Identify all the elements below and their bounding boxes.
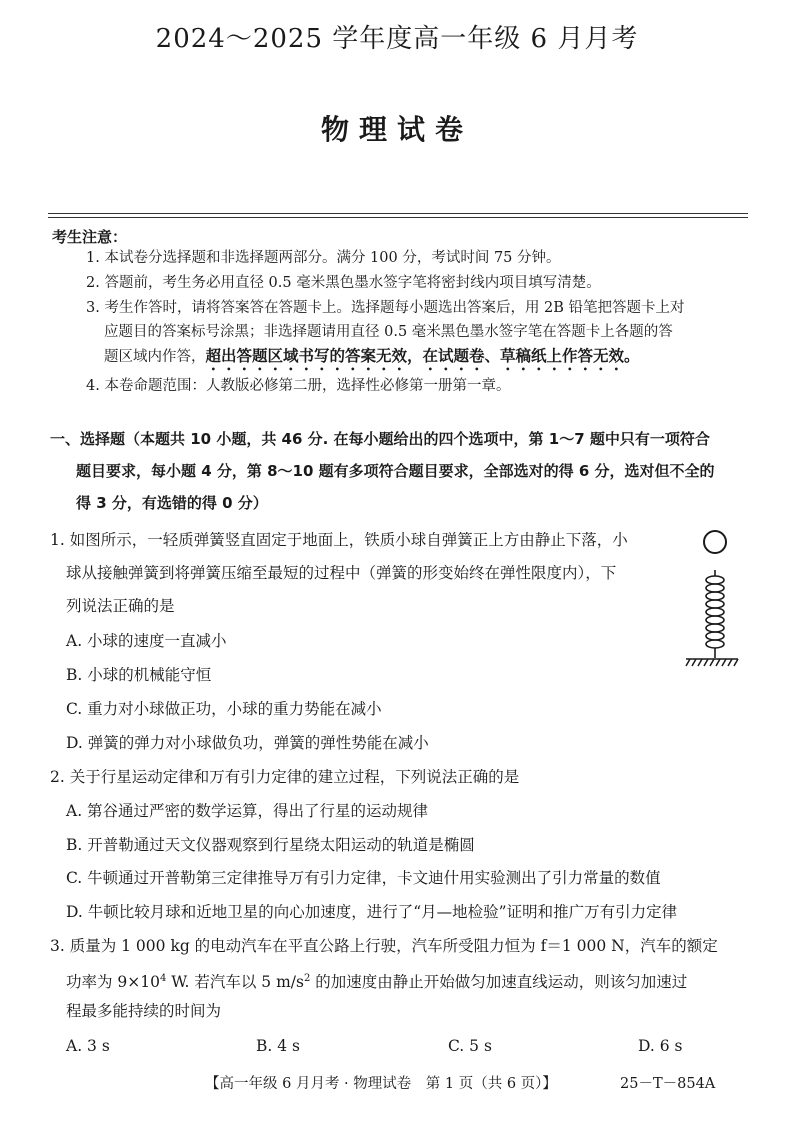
q1-option-c: C. 重力对小球做正功，小球的重力势能在减小	[66, 700, 382, 718]
paper-title: 物理试卷	[320, 113, 473, 146]
q1-option-d: D. 弹簧的弹力对小球做负功，弹簧的弹性势能在减小	[66, 734, 429, 752]
q3-accel-text: W. 若汽车以 5 m/s	[166, 973, 304, 992]
notice-item-3-line-3	[104, 346, 640, 374]
notice-emphasis: 超出答题区域书写的答案无效，在试题卷、草稿纸上作答无效。	[205, 347, 640, 365]
header-divider	[48, 213, 748, 214]
ball	[704, 531, 726, 553]
page-footer: 【高一年级 6 月月考 · 物理试卷 第 1 页（共 6 页）】	[205, 1076, 557, 1092]
notice-item-3-line-3-start: 题区域内作答，	[104, 349, 206, 365]
q1-stem-line-3: 列说法正确的是	[66, 597, 175, 615]
notice-item-3-line-2: 应题目的答案标号涂黑；非选择题请用直径 0.5 毫米黑色墨水签字笔在答题卡上各题的答	[104, 324, 673, 340]
q3-stem-line-2-end: 的加速度由静止开始做匀加速直线运动，则该匀加速过	[310, 973, 688, 992]
q3-stem-line-1: 3. 质量为 1 000 kg 的电动汽车在平直公路上行驶，汽车所受阻力恒为 f＝1 000 N，汽车的额定	[50, 937, 718, 955]
q3-option-a: A. 3 s	[66, 1037, 110, 1055]
q1-option-a: A. 小球的速度一直减小	[66, 632, 227, 650]
q3-option-b: B. 4 s	[256, 1037, 300, 1055]
exam-title: 2024～2025 学年度高一年级 6 月月考	[155, 24, 639, 54]
q3-option-c: C. 5 s	[448, 1037, 492, 1055]
q2-option-b: B. 开普勒通过天文仪器观察到行星绕太阳运动的轨道是椭圆	[66, 836, 475, 854]
paper-code: 25－T－854A	[620, 1076, 716, 1092]
q3-accel-exponent: 2	[303, 973, 311, 984]
q2-option-a: A. 第谷通过严密的数学运算，得出了行星的运动规律	[66, 802, 429, 820]
q3-stem-line-3: 程最多能持续的时间为	[66, 1002, 222, 1020]
q3-option-d: D. 6 s	[638, 1037, 683, 1055]
section-1-line-1: 一、选择题（本题共 10 小题，共 46 分. 在每小题给出的四个选项中，第 1～7 题中只有一项符合	[50, 430, 710, 448]
ground	[686, 659, 738, 666]
q3-power-exponent: 4	[160, 973, 167, 984]
notice-item-1: 1. 本试卷分选择题和非选择题两部分。满分 100 分，考试时间 75 分钟。	[86, 250, 561, 266]
q2-stem: 2. 关于行星运动定律和万有引力定律的建立过程，下列说法正确的是	[50, 768, 520, 786]
spring-coil	[706, 570, 724, 658]
section-1-line-2: 题目要求，每小题 4 分，第 8～10 题有多项符合题目要求，全部选对的得 6 分，选对但不全的	[76, 462, 715, 480]
q1-option-b: B. 小球的机械能守恒	[66, 666, 212, 684]
notice-item-4: 4. 本卷命题范围：人教版必修第二册，选择性必修第一册第一章。	[86, 378, 511, 394]
spring-ball-figure	[684, 526, 740, 672]
q3-power-text: 功率为 9×10	[66, 973, 160, 992]
q2-option-d: D. 牛顿比较月球和近地卫星的向心加速度，进行了“月—地检验”证明和推广万有引力定律	[66, 903, 678, 921]
header-divider-thin	[48, 217, 748, 218]
notice-item-3-line-1: 3. 考生作答时，请将答案答在答题卡上。选择题每小题选出答案后，用 2B 铅笔把答题卡上对	[86, 300, 685, 316]
q2-option-c: C. 牛顿通过开普勒第三定律推导万有引力定律，卡文迪什用实验测出了引力常量的数值	[66, 869, 661, 887]
notice-heading: 考生注意：	[52, 228, 128, 246]
notice-item-2: 2. 答题前，考生务必用直径 0.5 毫米黑色墨水签字笔将密封线内项目填写清楚。	[86, 275, 601, 291]
section-1-line-3: 得 3 分，有选错的得 0 分）	[76, 494, 268, 512]
q3-stem-line-2	[66, 968, 687, 993]
q1-stem-line-2: 球从接触弹簧到将弹簧压缩至最短的过程中（弹簧的形变始终在弹性限度内），下	[66, 564, 617, 582]
q1-stem-line-1: 1. 如图所示，一轻质弹簧竖直固定于地面上，铁质小球自弹簧正上方由静止下落，小	[50, 531, 628, 549]
